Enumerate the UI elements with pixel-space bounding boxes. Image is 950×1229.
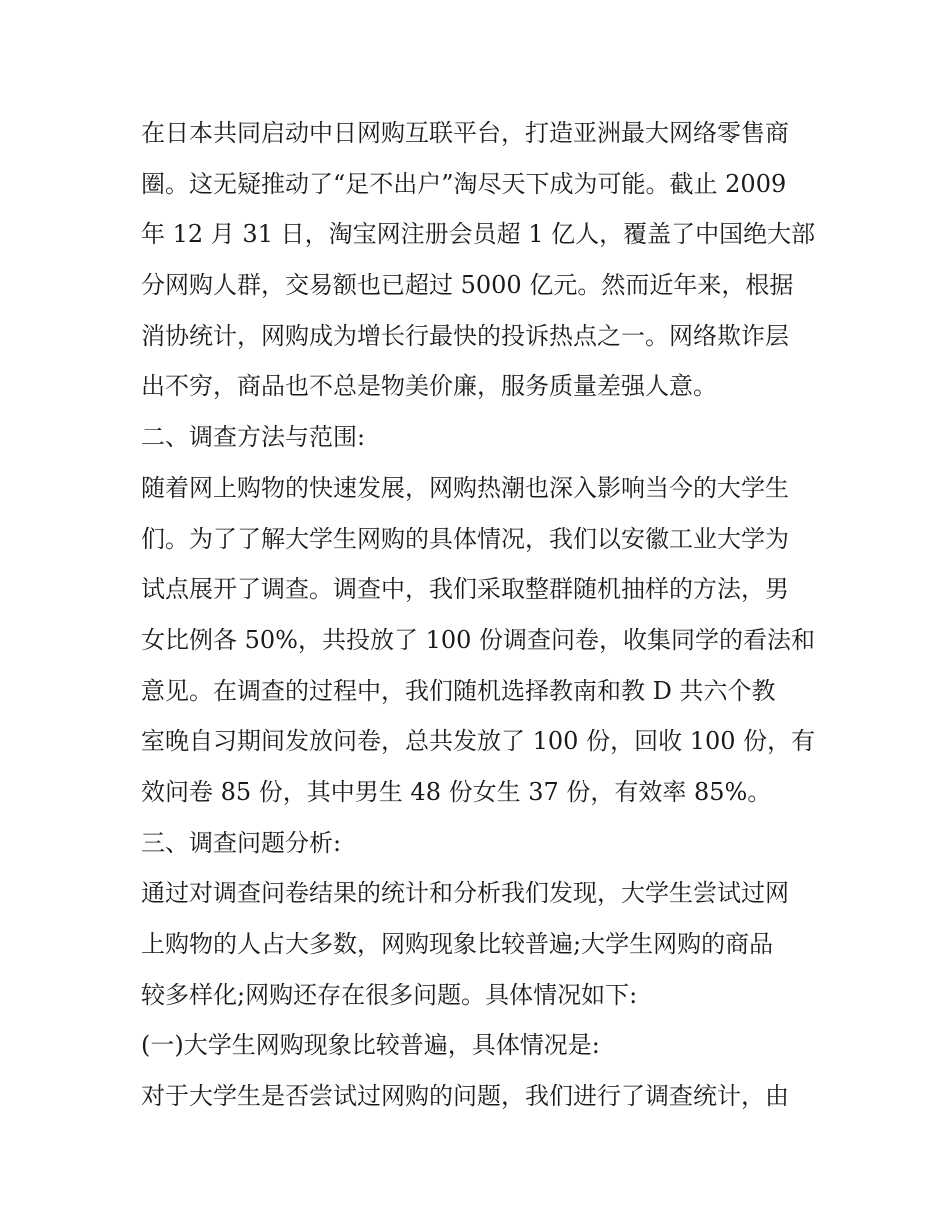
text-line: 效问卷 85 份，其中男生 48 份女生 37 份，有效率 85%。	[141, 777, 772, 806]
body-text	[141, 108, 816, 1122]
text-line: 意见。在调查的过程中，我们随机选择教南和教 D 共六个教	[141, 676, 776, 705]
text-line: 女比例各 50%，共投放了 100 份调查问卷，收集同学的看法和	[141, 625, 816, 654]
text-line: 年 12 月 31 日，淘宝网注册会员超 1 亿人，覆盖了中国绝大部	[141, 220, 816, 249]
text-line: 上购物的人占大多数，网购现象比较普遍;大学生网购的商品	[141, 930, 774, 958]
text-line: 随着网上购物的快速发展，网购热潮也深入影响当今的大学生	[141, 473, 789, 502]
text-line: 们。为了了解大学生网购的具体情况，我们以安徽工业大学为	[141, 524, 789, 553]
text-line: 试点展开了调查。调查中，我们采取整群随机抽样的方法，男	[141, 575, 789, 604]
text-line: 室晚自习期间发放问卷，总共发放了 100 份，回收 100 份，有	[141, 727, 816, 756]
text-line: 较多样化;网购还存在很多问题。具体情况如下:	[141, 980, 638, 1009]
text-line: 消协统计，网购成为增长行最快的投诉热点之一。网络欺诈层	[141, 321, 789, 350]
text-line: 在日本共同启动中日网购互联平台，打造亚洲最大网络零售商	[141, 119, 789, 147]
subsection-heading: (一)大学生网购现象比较普遍，具体情况是:	[141, 1031, 600, 1060]
text-line: 通过对调查问卷结果的统计和分析我们发现，大学生尝试过网	[141, 879, 789, 908]
text-line: 出不穷，商品也不总是物美价廉，服务质量差强人意。	[141, 372, 717, 401]
text-line: 分网购人群，交易额也已超过 5000 亿元。然而近年来，根据	[141, 271, 794, 300]
text-line: 圈。这无疑推动了“足不出户”淘尽天下成为可能。截止 2009	[141, 169, 787, 198]
text-line: 对于大学生是否尝试过网购的问题，我们进行了调查统计，由	[141, 1082, 789, 1111]
section-heading-analysis: 三、调查问题分析:	[141, 828, 342, 857]
section-heading-methods: 二、调查方法与范围:	[141, 423, 366, 452]
